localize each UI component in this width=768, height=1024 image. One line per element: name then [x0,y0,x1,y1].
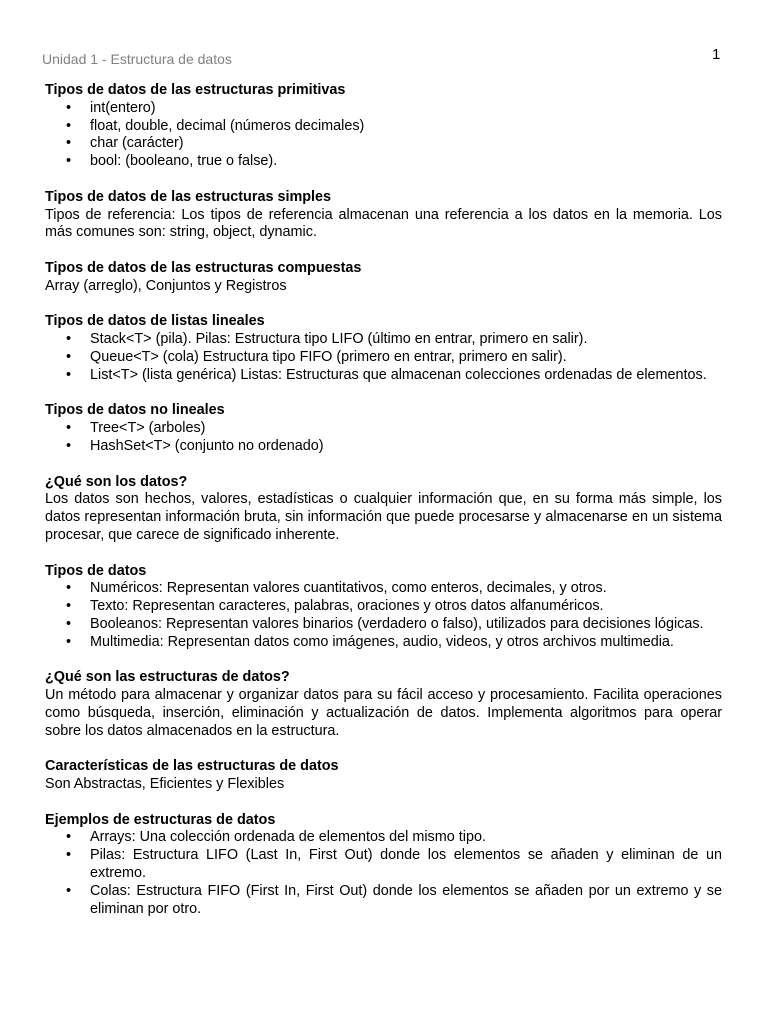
bullet-icon: • [66,598,72,615]
bullet-icon: • [66,117,72,134]
section-primitivas [45,82,722,171]
list-item [45,634,722,652]
section-body: Un método para almacenar y organizar datos para su fácil acceso y procesamiento. Facilita operaciones como búsqueda, inserción, eliminación y actualización de datos. Implementa algoritmos para operar sobre los datos almacenados en la estructura. [45,687,722,739]
section-title: Tipos de datos de las estructuras compuestas [45,259,362,276]
list-item-text: bool: (booleano, true o false). [90,153,278,170]
list-item [45,598,722,616]
bullet-icon: • [66,331,72,348]
list-item-text: Texto: Representan caracteres, palabras, oraciones y otros datos alfanuméricos. [90,598,604,615]
section-que-son-datos [45,474,722,545]
document-body [45,82,722,936]
list-item [45,829,722,847]
list-item [45,420,722,438]
section-title: Ejemplos de estructuras de datos [45,811,276,828]
bullet-icon: • [66,829,72,846]
section-caracteristicas [45,758,722,794]
bullet-icon: • [66,615,72,632]
section-simples [45,189,722,242]
bullet-icon: • [66,580,72,597]
bullet-list [45,580,722,651]
section-body: Son Abstractas, Eficientes y Flexibles [45,776,285,793]
list-item [45,580,722,598]
section-body: Tipos de referencia: Los tipos de referencia almacenan una referencia a los datos en la memoria. Los más comunes son: string, object, dynamic. [45,206,722,241]
list-item-text: Queue<T> (cola) Estructura tipo FIFO (primero en entrar, primero en salir). [90,348,567,365]
section-title: Tipos de datos [45,562,147,579]
bullet-icon: • [66,420,72,437]
bullet-list [45,829,722,918]
section-title: Características de las estructuras de datos [45,758,339,775]
section-title: Tipos de datos de las estructuras simples [45,188,332,205]
list-item [45,331,722,349]
list-item [45,883,722,919]
bullet-icon: • [66,633,72,650]
list-item-text: Tree<T> (arboles) [90,420,206,437]
page-number: 1 [712,46,721,63]
section-title: Tipos de datos no lineales [45,402,225,419]
bullet-icon: • [66,135,72,152]
section-title: ¿Qué son las estructuras de datos? [45,669,290,686]
list-item [45,616,722,634]
section-tipos-datos [45,563,722,652]
list-item-text: List<T> (lista genérica) Listas: Estructuras que almacenan colecciones ordenadas de elementos. [90,366,707,383]
bullet-icon: • [66,847,72,864]
list-item-text: Numéricos: Representan valores cuantitativos, como enteros, decimales, y otros. [90,580,607,597]
list-item-text: Stack<T> (pila). Pilas: Estructura tipo LIFO (último en entrar, primero en salir). [90,331,588,348]
list-item-text: HashSet<T> (conjunto no ordenado) [90,437,324,454]
list-item [45,153,722,171]
list-item-text: Pilas: Estructura LIFO (Last In, First Out) donde los elementos se añaden y eliminan de un extremo. [90,847,722,882]
section-compuestas [45,260,722,296]
bullet-icon: • [66,153,72,170]
list-item-text: Arrays: Una colección ordenada de elementos del mismo tipo. [90,829,486,846]
list-item [45,438,722,456]
list-item-text: Colas: Estructura FIFO (First In, First Out) donde los elementos se añaden por un extremo y se eliminan por otro. [90,882,722,917]
bullet-icon: • [66,348,72,365]
section-title: Tipos de datos de listas lineales [45,313,265,330]
list-item-text: char (carácter) [90,135,184,152]
section-listas-lineales [45,313,722,384]
list-item [45,135,722,153]
list-item-text: int(entero) [90,99,156,116]
bullet-list [45,331,722,384]
list-item [45,349,722,367]
list-item-text: float, double, decimal (números decimales) [90,117,365,134]
list-item-text: Booleanos: Representan valores binarios (verdadero o falso), utilizados para decisiones lógicas. [90,615,704,632]
bullet-list [45,420,722,456]
section-body: Array (arreglo), Conjuntos y Registros [45,277,287,294]
bullet-icon: • [66,366,72,383]
bullet-icon: • [66,437,72,454]
list-item [45,847,722,883]
section-title: ¿Qué son los datos? [45,473,188,490]
page-header: Unidad 1 - Estructura de datos [42,51,232,67]
section-title: Tipos de datos de las estructuras primitivas [45,82,346,98]
bullet-icon: • [66,99,72,116]
list-item [45,118,722,136]
section-que-son-estructuras [45,669,722,740]
section-ejemplos [45,812,722,919]
list-item-text: Multimedia: Representan datos como imágenes, audio, videos, y otros archivos multimedia. [90,633,674,650]
bullet-list [45,100,722,171]
list-item [45,100,722,118]
list-item [45,367,722,385]
section-body: Los datos son hechos, valores, estadísticas o cualquier información que, en su forma más simple, los datos representan información bruta, sin información que puede procesarse y almacenarse en un sistema procesar, que carece de significado inherente. [45,491,722,543]
section-no-lineales [45,402,722,455]
bullet-icon: • [66,882,72,899]
